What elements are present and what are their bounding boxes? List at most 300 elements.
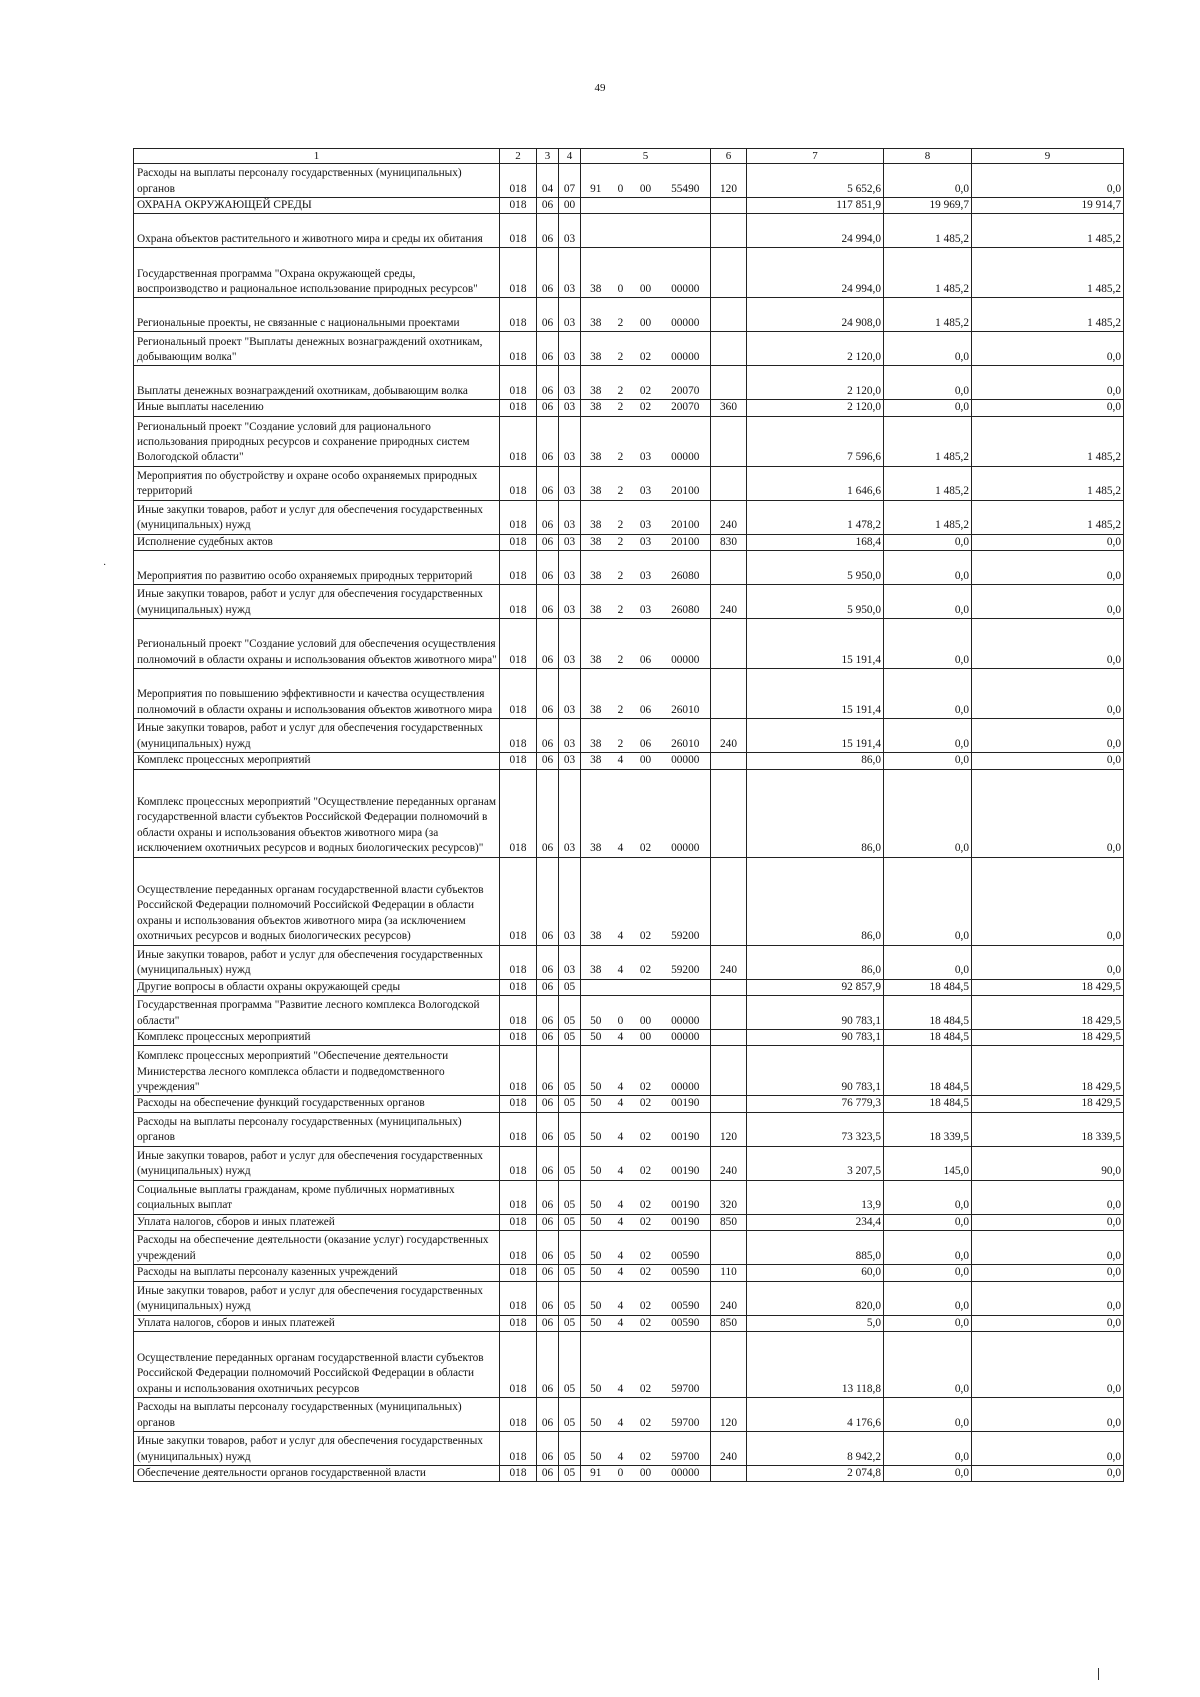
cell-col-5-program: 50 — [581, 1214, 611, 1230]
cell-col-5-type: 4 — [611, 1214, 631, 1230]
cell-col-4: 05 — [559, 1466, 581, 1482]
row-name: ОХРАНА ОКРУЖАЮЩЕЙ СРЕДЫ — [134, 198, 500, 214]
cell-col-5-program — [581, 214, 611, 248]
cell-col-5-direction: 00000 — [661, 753, 711, 769]
cell-col-9: 0,0 — [972, 669, 1124, 719]
cell-col-3: 06 — [537, 500, 559, 534]
cell-col-8: 0,0 — [884, 1180, 972, 1214]
cell-col-5-program: 50 — [581, 1398, 611, 1432]
cell-col-4: 05 — [559, 1096, 581, 1112]
cell-col-5-type: 4 — [611, 1030, 631, 1046]
cell-col-5-group: 02 — [631, 1332, 661, 1398]
table-row — [134, 298, 1124, 332]
cell-col-7: 86,0 — [747, 753, 884, 769]
row-name: Расходы на выплаты персоналу казенных учреждений — [134, 1265, 500, 1281]
cell-col-5-group: 03 — [631, 466, 661, 500]
cell-col-5-direction: 00000 — [661, 769, 711, 857]
table-row — [134, 500, 1124, 534]
cell-col-9: 1 485,2 — [972, 214, 1124, 248]
cell-col-5-type: 4 — [611, 1281, 631, 1315]
cell-col-3: 06 — [537, 753, 559, 769]
cell-col-8: 0,0 — [884, 669, 972, 719]
cell-col-5-direction: 00000 — [661, 1030, 711, 1046]
cell-col-6 — [711, 979, 747, 995]
cell-col-5-program: 38 — [581, 416, 611, 466]
cell-col-5-direction: 00000 — [661, 248, 711, 298]
cell-col-8: 1 485,2 — [884, 248, 972, 298]
table-row — [134, 1180, 1124, 1214]
cell-col-3: 06 — [537, 1466, 559, 1482]
cell-col-6: 120 — [711, 1112, 747, 1146]
cell-col-4: 00 — [559, 198, 581, 214]
cell-col-7: 76 779,3 — [747, 1096, 884, 1112]
cell-col-5-group: 03 — [631, 416, 661, 466]
row-name: Социальные выплаты гражданам, кроме публичных нормативных социальных выплат — [134, 1180, 500, 1214]
cell-col-5-type — [611, 214, 631, 248]
cell-col-2: 018 — [500, 619, 537, 669]
cell-col-5-group: 02 — [631, 1146, 661, 1180]
cell-col-2: 018 — [500, 1214, 537, 1230]
row-name: Иные закупки товаров, работ и услуг для обеспечения государственных (муниципальных) нужд — [134, 1281, 500, 1315]
row-name: Другие вопросы в области охраны окружающей среды — [134, 979, 500, 995]
cell-col-5-type: 2 — [611, 585, 631, 619]
cell-col-2: 018 — [500, 366, 537, 400]
cell-col-4: 05 — [559, 1112, 581, 1146]
cell-col-6 — [711, 466, 747, 500]
cell-col-5-group: 02 — [631, 1432, 661, 1466]
cell-col-2: 018 — [500, 1180, 537, 1214]
cell-col-2: 018 — [500, 585, 537, 619]
cell-col-5-group: 02 — [631, 945, 661, 979]
cell-col-3: 06 — [537, 1315, 559, 1331]
table-row — [134, 857, 1124, 945]
cell-col-2: 018 — [500, 1096, 537, 1112]
cell-col-5-direction: 59700 — [661, 1432, 711, 1466]
cell-col-7: 885,0 — [747, 1231, 884, 1265]
cell-col-8: 0,0 — [884, 551, 972, 585]
cell-col-6: 120 — [711, 164, 747, 198]
cell-col-5-direction: 00190 — [661, 1112, 711, 1146]
cell-col-5-program: 50 — [581, 1332, 611, 1398]
cell-col-5-program: 50 — [581, 1146, 611, 1180]
header-col-5: 5 — [581, 149, 711, 164]
cell-col-8: 1 485,2 — [884, 298, 972, 332]
row-name: Уплата налогов, сборов и иных платежей — [134, 1315, 500, 1331]
cell-col-5-direction: 00190 — [661, 1214, 711, 1230]
row-name: Иные закупки товаров, работ и услуг для обеспечения государственных (муниципальных) нужд — [134, 585, 500, 619]
cell-col-6: 850 — [711, 1214, 747, 1230]
cell-col-5-type: 2 — [611, 669, 631, 719]
cell-col-3: 06 — [537, 1265, 559, 1281]
row-name: Охрана объектов растительного и животного мира и среды их обитания — [134, 214, 500, 248]
table-row — [134, 1046, 1124, 1096]
cell-col-8: 0,0 — [884, 719, 972, 753]
cell-col-7: 73 323,5 — [747, 1112, 884, 1146]
cell-col-9: 0,0 — [972, 719, 1124, 753]
row-name: Комплекс процессных мероприятий — [134, 1030, 500, 1046]
cell-col-6 — [711, 1231, 747, 1265]
table-row — [134, 534, 1124, 550]
cell-col-4: 05 — [559, 1214, 581, 1230]
cell-col-8: 18 484,5 — [884, 996, 972, 1030]
cell-col-3: 06 — [537, 585, 559, 619]
cell-col-6: 320 — [711, 1180, 747, 1214]
cell-col-8: 18 484,5 — [884, 1030, 972, 1046]
cell-col-7: 15 191,4 — [747, 669, 884, 719]
cell-col-3: 06 — [537, 534, 559, 550]
table-row — [134, 979, 1124, 995]
cell-col-8: 0,0 — [884, 164, 972, 198]
table-row — [134, 1214, 1124, 1230]
cell-col-5-direction: 00000 — [661, 298, 711, 332]
cell-col-5-program: 91 — [581, 164, 611, 198]
row-name: Иные закупки товаров, работ и услуг для обеспечения государственных (муниципальных) нужд — [134, 945, 500, 979]
cell-col-5-program: 50 — [581, 1180, 611, 1214]
cell-col-3: 06 — [537, 366, 559, 400]
header-col-6: 6 — [711, 149, 747, 164]
cell-col-2: 018 — [500, 1265, 537, 1281]
cell-col-5-direction: 20100 — [661, 500, 711, 534]
cell-col-5-direction: 26010 — [661, 719, 711, 753]
row-name: Расходы на обеспечение деятельности (оказание услуг) государственных учреждений — [134, 1231, 500, 1265]
cell-col-7: 2 074,8 — [747, 1466, 884, 1482]
cell-col-8: 0,0 — [884, 1432, 972, 1466]
table-row — [134, 198, 1124, 214]
cell-col-2: 018 — [500, 551, 537, 585]
cell-col-9: 0,0 — [972, 400, 1124, 416]
row-name: Государственная программа "Развитие лесного комплекса Вологодской области" — [134, 996, 500, 1030]
cell-col-5-group: 02 — [631, 1180, 661, 1214]
cell-col-7: 2 120,0 — [747, 332, 884, 366]
cell-col-7: 60,0 — [747, 1265, 884, 1281]
cell-col-5-program: 50 — [581, 1265, 611, 1281]
cell-col-7: 92 857,9 — [747, 979, 884, 995]
cell-col-3: 06 — [537, 332, 559, 366]
cell-col-6 — [711, 248, 747, 298]
cell-col-5-direction: 00590 — [661, 1265, 711, 1281]
cell-col-5-program — [581, 979, 611, 995]
cell-col-5-group: 03 — [631, 500, 661, 534]
cell-col-8: 0,0 — [884, 753, 972, 769]
row-name: Комплекс процессных мероприятий "Осуществление переданных органам государственной власти субъектов Российской Федерации полномочий в области охраны и использования объектов животного мира (за исключением охотничьих ресурсов и водных биологических ресурсов)" — [134, 769, 500, 857]
header-col-7: 7 — [747, 149, 884, 164]
cell-col-5-direction: 20100 — [661, 534, 711, 550]
table-row — [134, 1332, 1124, 1398]
cell-col-5-group — [631, 214, 661, 248]
row-name: Комплекс процессных мероприятий "Обеспечение деятельности Министерства лесного комплекса области и подведомственного учреждения" — [134, 1046, 500, 1096]
cell-col-5-program: 91 — [581, 1466, 611, 1482]
cell-col-5-type: 4 — [611, 1096, 631, 1112]
cell-col-2: 018 — [500, 198, 537, 214]
cell-col-5-type: 2 — [611, 298, 631, 332]
cell-col-9: 0,0 — [972, 1214, 1124, 1230]
cell-col-3: 06 — [537, 1112, 559, 1146]
cell-col-5-program: 38 — [581, 619, 611, 669]
row-name: Исполнение судебных актов — [134, 534, 500, 550]
cell-col-9: 0,0 — [972, 1315, 1124, 1331]
row-name: Региональный проект "Создание условий для рационального использования природных ресурсов и сохранение природных систем Вологодской области" — [134, 416, 500, 466]
cell-col-2: 018 — [500, 1146, 537, 1180]
cell-col-6: 240 — [711, 1281, 747, 1315]
cell-col-5-program: 38 — [581, 366, 611, 400]
cell-col-5-program: 50 — [581, 996, 611, 1030]
cell-col-5-type: 4 — [611, 1432, 631, 1466]
table-row — [134, 332, 1124, 366]
cell-col-6 — [711, 332, 747, 366]
cell-col-6: 240 — [711, 719, 747, 753]
cell-col-5-direction: 55490 — [661, 164, 711, 198]
cell-col-7: 1 646,6 — [747, 466, 884, 500]
cell-col-8: 0,0 — [884, 1332, 972, 1398]
cell-col-5-group: 02 — [631, 332, 661, 366]
cell-col-9: 0,0 — [972, 1432, 1124, 1466]
cell-col-8: 1 485,2 — [884, 466, 972, 500]
cell-col-6 — [711, 1096, 747, 1112]
cell-col-6 — [711, 769, 747, 857]
stray-mark: · — [103, 560, 107, 571]
cell-col-6 — [711, 753, 747, 769]
cell-col-2: 018 — [500, 719, 537, 753]
cell-col-5-direction: 20100 — [661, 466, 711, 500]
cell-col-2: 018 — [500, 1315, 537, 1331]
cell-col-2: 018 — [500, 298, 537, 332]
cell-col-6 — [711, 669, 747, 719]
cell-col-5-direction: 20070 — [661, 400, 711, 416]
cell-col-3: 06 — [537, 1096, 559, 1112]
cell-col-3: 06 — [537, 996, 559, 1030]
cell-col-5-type: 0 — [611, 996, 631, 1030]
cell-col-5-type: 4 — [611, 1046, 631, 1096]
row-name: Расходы на выплаты персоналу государственных (муниципальных) органов — [134, 164, 500, 198]
cell-col-9: 0,0 — [972, 534, 1124, 550]
cell-col-7: 86,0 — [747, 945, 884, 979]
header-col-1: 1 — [134, 149, 500, 164]
cell-col-8: 18 339,5 — [884, 1112, 972, 1146]
cell-col-6 — [711, 214, 747, 248]
cell-col-3: 06 — [537, 298, 559, 332]
cell-col-7: 90 783,1 — [747, 1030, 884, 1046]
cell-col-9: 1 485,2 — [972, 298, 1124, 332]
cell-col-5-program: 38 — [581, 298, 611, 332]
cell-col-6 — [711, 198, 747, 214]
cell-col-7: 86,0 — [747, 769, 884, 857]
cell-col-5-program: 50 — [581, 1030, 611, 1046]
cell-col-2: 018 — [500, 1432, 537, 1466]
cell-col-5-group: 00 — [631, 248, 661, 298]
cell-col-5-group: 02 — [631, 366, 661, 400]
cell-col-3: 06 — [537, 198, 559, 214]
cell-col-3: 06 — [537, 1146, 559, 1180]
table-row — [134, 1112, 1124, 1146]
cell-col-7: 2 120,0 — [747, 400, 884, 416]
row-name: Расходы на выплаты персоналу государственных (муниципальных) органов — [134, 1398, 500, 1432]
cell-col-7: 8 942,2 — [747, 1432, 884, 1466]
cell-col-3: 06 — [537, 1214, 559, 1230]
cell-col-7: 15 191,4 — [747, 619, 884, 669]
cell-col-8: 0,0 — [884, 585, 972, 619]
cell-col-8: 0,0 — [884, 332, 972, 366]
cell-col-2: 018 — [500, 1046, 537, 1096]
cell-col-4: 03 — [559, 551, 581, 585]
cell-col-6 — [711, 996, 747, 1030]
cell-col-5-program: 38 — [581, 585, 611, 619]
cell-col-3: 06 — [537, 1180, 559, 1214]
cell-col-5-group: 02 — [631, 1096, 661, 1112]
row-name: Расходы на выплаты персоналу государственных (муниципальных) органов — [134, 1112, 500, 1146]
cell-col-2: 018 — [500, 857, 537, 945]
table-row — [134, 1030, 1124, 1046]
cell-col-5-direction: 26080 — [661, 585, 711, 619]
cell-col-9: 18 429,5 — [972, 1030, 1124, 1046]
cell-col-4: 03 — [559, 248, 581, 298]
cell-col-7: 24 994,0 — [747, 214, 884, 248]
cell-col-7: 24 908,0 — [747, 298, 884, 332]
cell-col-8: 18 484,5 — [884, 1046, 972, 1096]
row-name: Государственная программа "Охрана окружающей среды, воспроизводство и рациональное использование природных ресурсов" — [134, 248, 500, 298]
cell-col-6: 120 — [711, 1398, 747, 1432]
row-name: Региональный проект "Создание условий для обеспечения осуществления полномочий в области охраны и использования объектов животного мира" — [134, 619, 500, 669]
cell-col-7: 5 950,0 — [747, 585, 884, 619]
header-col-3: 3 — [537, 149, 559, 164]
cell-col-2: 018 — [500, 500, 537, 534]
cell-col-8: 0,0 — [884, 1398, 972, 1432]
cell-col-4: 05 — [559, 979, 581, 995]
cell-col-7: 86,0 — [747, 857, 884, 945]
cell-col-6 — [711, 416, 747, 466]
cell-col-4: 07 — [559, 164, 581, 198]
cell-col-7: 820,0 — [747, 1281, 884, 1315]
cell-col-5-group — [631, 198, 661, 214]
row-name: Региональные проекты, не связанные с национальными проектами — [134, 298, 500, 332]
cell-col-4: 05 — [559, 1146, 581, 1180]
row-name: Иные закупки товаров, работ и услуг для обеспечения государственных (муниципальных) нужд — [134, 719, 500, 753]
cell-col-4: 03 — [559, 366, 581, 400]
cell-col-8: 1 485,2 — [884, 214, 972, 248]
cell-col-5-program: 38 — [581, 500, 611, 534]
cell-col-5-program: 50 — [581, 1046, 611, 1096]
cell-col-5-direction: 59200 — [661, 857, 711, 945]
cell-col-8: 0,0 — [884, 534, 972, 550]
cell-col-5-type: 4 — [611, 1146, 631, 1180]
cell-col-4: 03 — [559, 214, 581, 248]
cell-col-5-program: 50 — [581, 1096, 611, 1112]
cell-col-9: 0,0 — [972, 366, 1124, 400]
cell-col-8: 0,0 — [884, 1214, 972, 1230]
cell-col-2: 018 — [500, 996, 537, 1030]
cell-col-8: 0,0 — [884, 619, 972, 669]
cell-col-5-program: 38 — [581, 248, 611, 298]
cell-col-2: 018 — [500, 1231, 537, 1265]
cell-col-5-direction: 20070 — [661, 366, 711, 400]
page-number: 49 — [594, 82, 606, 94]
cell-col-3: 06 — [537, 1231, 559, 1265]
cell-col-9: 18 429,5 — [972, 1046, 1124, 1096]
table-row — [134, 214, 1124, 248]
table-row — [134, 1146, 1124, 1180]
cell-col-8: 19 969,7 — [884, 198, 972, 214]
cell-col-5-type: 4 — [611, 857, 631, 945]
cell-col-4: 05 — [559, 1398, 581, 1432]
cell-col-8: 0,0 — [884, 1265, 972, 1281]
cell-col-6 — [711, 1466, 747, 1482]
table-row — [134, 400, 1124, 416]
table-row — [134, 551, 1124, 585]
cell-col-5-type: 4 — [611, 1180, 631, 1214]
cell-col-2: 018 — [500, 769, 537, 857]
cell-col-7: 234,4 — [747, 1214, 884, 1230]
cell-col-5-direction: 59200 — [661, 945, 711, 979]
header-col-4: 4 — [559, 149, 581, 164]
cell-col-7: 117 851,9 — [747, 198, 884, 214]
cell-col-5-type: 2 — [611, 719, 631, 753]
cell-col-9: 18 429,5 — [972, 979, 1124, 995]
cell-col-4: 05 — [559, 1180, 581, 1214]
table-row — [134, 1315, 1124, 1331]
cell-col-5-group: 03 — [631, 551, 661, 585]
cell-col-8: 145,0 — [884, 1146, 972, 1180]
cell-col-5-direction: 00000 — [661, 996, 711, 1030]
cell-col-9: 0,0 — [972, 619, 1124, 669]
cell-col-5-program: 38 — [581, 400, 611, 416]
cell-col-9: 0,0 — [972, 769, 1124, 857]
table-row — [134, 945, 1124, 979]
cell-col-4: 03 — [559, 619, 581, 669]
row-name: Мероприятия по обустройству и охране особо охраняемых природных территорий — [134, 466, 500, 500]
cell-col-4: 03 — [559, 416, 581, 466]
cell-col-4: 03 — [559, 534, 581, 550]
cell-col-9: 0,0 — [972, 1332, 1124, 1398]
row-name: Мероприятия по повышению эффективности и качества осуществления полномочий в области охраны и использования объектов животного мира — [134, 669, 500, 719]
cell-col-5-direction: 00000 — [661, 1466, 711, 1482]
cell-col-5-program: 38 — [581, 466, 611, 500]
cell-col-5-type: 2 — [611, 416, 631, 466]
table-row — [134, 619, 1124, 669]
row-name: Осуществление переданных органам государственной власти субъектов Российской Федерации полномочий Российской Федерации в области охраны и использования объектов животного мира (за исключением охотничьих ресурсов и водных биологических ресурсов) — [134, 857, 500, 945]
cell-col-3: 06 — [537, 551, 559, 585]
cell-col-6 — [711, 298, 747, 332]
cell-col-5-direction: 59700 — [661, 1332, 711, 1398]
cell-col-5-program: 50 — [581, 1315, 611, 1331]
cell-col-5-type: 4 — [611, 1231, 631, 1265]
cell-col-8: 0,0 — [884, 1315, 972, 1331]
cell-col-5-group: 00 — [631, 753, 661, 769]
cell-col-5-group: 02 — [631, 769, 661, 857]
cell-col-9: 1 485,2 — [972, 466, 1124, 500]
cell-col-3: 06 — [537, 1030, 559, 1046]
cell-col-7: 90 783,1 — [747, 1046, 884, 1096]
cell-col-4: 03 — [559, 669, 581, 719]
cell-col-5-group: 02 — [631, 400, 661, 416]
cell-col-5-type: 4 — [611, 769, 631, 857]
cell-col-5-group: 02 — [631, 857, 661, 945]
row-name: Обеспечение деятельности органов государственной власти — [134, 1466, 500, 1482]
cell-col-5-type: 0 — [611, 1466, 631, 1482]
cell-col-3: 06 — [537, 669, 559, 719]
cell-col-2: 018 — [500, 1030, 537, 1046]
cell-col-7: 13 118,8 — [747, 1332, 884, 1398]
header-col-9: 9 — [972, 149, 1124, 164]
cell-col-3: 06 — [537, 619, 559, 669]
cell-col-5-program: 50 — [581, 1281, 611, 1315]
cell-col-5-type: 2 — [611, 400, 631, 416]
cell-col-5-type: 2 — [611, 366, 631, 400]
cell-col-9: 0,0 — [972, 945, 1124, 979]
cell-col-5-group: 00 — [631, 1030, 661, 1046]
cell-col-2: 018 — [500, 979, 537, 995]
cell-col-5-group: 03 — [631, 585, 661, 619]
row-name: Региональный проект "Выплаты денежных вознаграждений охотникам, добывающим волка" — [134, 332, 500, 366]
cell-col-9: 90,0 — [972, 1146, 1124, 1180]
